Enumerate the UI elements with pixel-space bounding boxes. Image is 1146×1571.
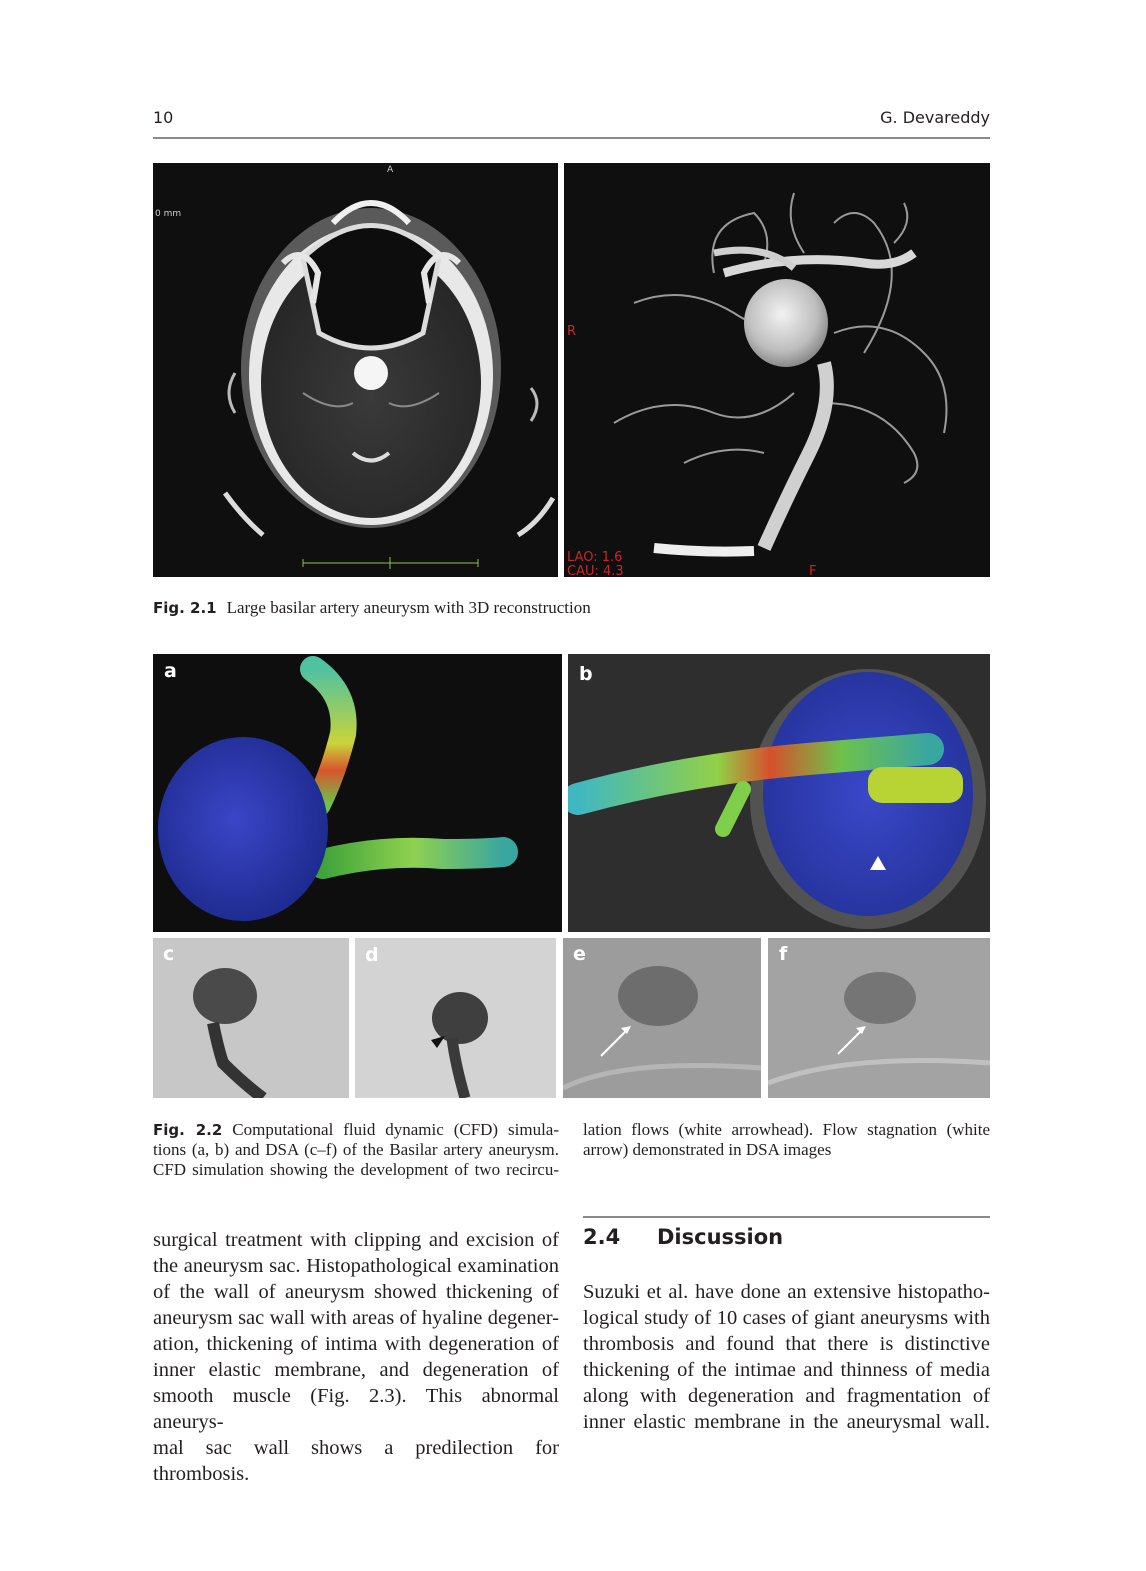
section-heading xyxy=(583,1225,783,1249)
figure-2-2-caption-text-1: Computational fluid dynamic (CFD) simula- xyxy=(232,1120,559,1139)
header-rule xyxy=(153,137,990,139)
angio-bottom-marker: F xyxy=(809,564,817,577)
panel-letter-c: c xyxy=(163,943,175,965)
panel-letter-d: d xyxy=(365,944,379,966)
body-right-line: thickening of the intimae and thinness of media xyxy=(583,1359,990,1381)
figure-2-1-text: Large basilar artery aneurysm with 3D reconstruction xyxy=(226,598,591,617)
figure-2-2-caption-right xyxy=(583,1120,990,1160)
angiography-3d-image xyxy=(564,163,990,577)
cfd-simulation-a-illustration xyxy=(153,654,562,932)
body-right-line: Suzuki et al. have done an extensive histopatho- xyxy=(583,1281,990,1303)
angio-lao-text: LAO: 1.6 xyxy=(567,550,623,565)
dsa-d-illustration xyxy=(355,938,556,1098)
running-head-author: G. Devareddy xyxy=(880,108,990,127)
ct-top-marker: A xyxy=(387,165,394,175)
figure-2-1-caption xyxy=(153,598,990,618)
body-left-line: mal sac wall shows a predilection for thrombosis. xyxy=(153,1437,559,1485)
section-title: Discussion xyxy=(657,1225,784,1249)
ct-axial-image xyxy=(153,163,558,577)
dsa-panel-c xyxy=(153,938,349,1098)
ct-scale-text: 0 mm xyxy=(155,209,182,219)
body-left-column xyxy=(153,1227,559,1487)
angio-cau-text: CAU: 4.3 xyxy=(567,564,624,577)
body-left-line: the aneurysm sac. Histopathological examination xyxy=(153,1255,559,1277)
page-number: 10 xyxy=(153,108,174,127)
figure-2-2-caption-line-5: arrow) demonstrated in DSA images xyxy=(583,1140,832,1159)
panel-letter-b: b xyxy=(579,663,593,685)
panel-letter-f: f xyxy=(779,943,788,965)
cfd-panel-a xyxy=(153,654,562,932)
body-left-line: inner elastic membrane, and degeneration of xyxy=(153,1359,559,1381)
body-right-line: inner elastic membrane in the aneurysmal wall. xyxy=(583,1411,990,1433)
dsa-panel-d xyxy=(355,938,556,1098)
cfd-panel-b xyxy=(568,654,990,932)
dsa-f-illustration xyxy=(768,938,990,1098)
figure-2-2-caption-left xyxy=(153,1120,559,1180)
body-left-line: surgical treatment with clipping and excision of xyxy=(153,1229,559,1251)
panel-letter-a: a xyxy=(164,660,177,682)
dsa-panel-e xyxy=(563,938,761,1098)
dsa-c-illustration xyxy=(153,938,349,1098)
dsa-e-illustration xyxy=(563,938,761,1098)
figure-2-2-caption-line-2: tions (a, b) and DSA (c–f) of the Basilar artery aneurysm. xyxy=(153,1140,559,1159)
body-right-line: logical study of 10 cases of giant aneurysms with xyxy=(583,1307,990,1329)
figure-2-2-caption-line-4: lation flows (white arrowhead). Flow stagnation (white xyxy=(583,1120,990,1139)
cfd-simulation-b-illustration xyxy=(568,654,990,932)
figure-2-1-label: Fig. 2.1 xyxy=(153,599,217,617)
figure-2-2-caption-line-1 xyxy=(153,1120,559,1140)
body-right-line: thrombosis and found that there is distinctive xyxy=(583,1333,990,1355)
body-left-line: aneurysm sac wall with areas of hyaline degener- xyxy=(153,1307,559,1329)
body-left-line: ation, thickening of intima with degeneration of xyxy=(153,1333,559,1355)
section-number: 2.4 xyxy=(583,1225,621,1249)
angiography-3d-illustration xyxy=(564,163,990,577)
body-right-column xyxy=(583,1279,990,1435)
body-right-line: along with degeneration and fragmentation of xyxy=(583,1385,990,1407)
ct-axial-illustration xyxy=(153,163,558,577)
body-left-line: of the wall of aneurysm showed thickening of xyxy=(153,1281,559,1303)
dsa-panel-f xyxy=(768,938,990,1098)
section-rule xyxy=(583,1216,990,1218)
angio-side-marker: R xyxy=(567,324,577,339)
panel-letter-e: e xyxy=(573,943,586,965)
figure-2-2-caption-line-3: CFD simulation showing the development of two recircu- xyxy=(153,1160,559,1179)
figure-2-2-label: Fig. 2.2 xyxy=(153,1121,223,1139)
body-left-line: smooth muscle (Fig. 2.3). This abnormal aneurys- xyxy=(153,1385,559,1433)
